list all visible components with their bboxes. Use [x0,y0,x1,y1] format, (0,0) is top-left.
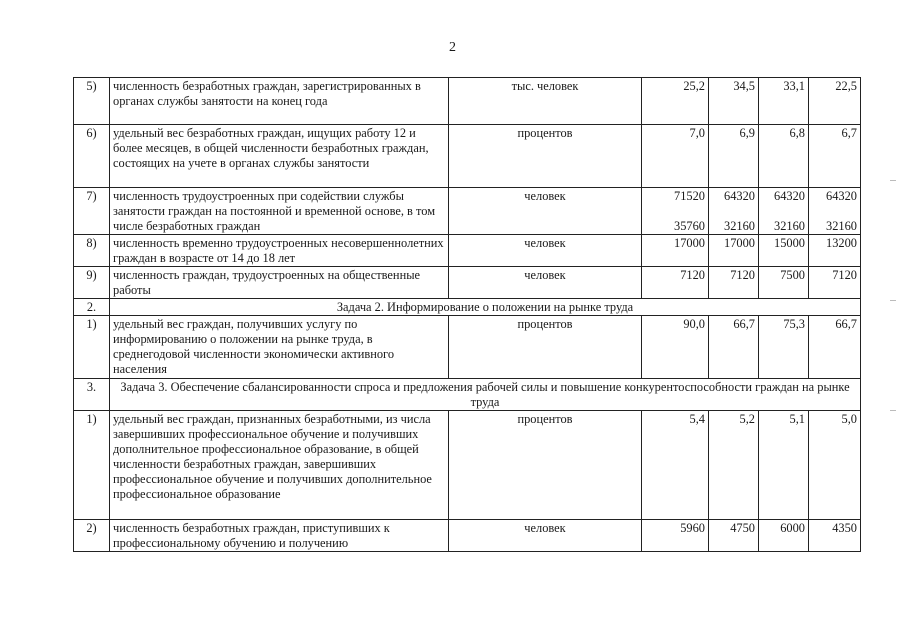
value-cell [642,188,709,235]
row-number: 1) [74,316,110,379]
unit-cell: процентов [449,316,642,379]
value-secondary: 35760 [674,219,705,233]
value-cell [709,267,759,299]
value-cell [642,316,709,379]
value-cell [709,316,759,379]
value-cell [809,520,861,552]
value: 64320 [774,189,805,203]
value: 6,9 [739,126,755,140]
row-number: 8) [74,235,110,267]
value-cell [809,411,861,520]
value: 6000 [780,521,805,535]
indicator-name: численность безработных граждан, приступивших к профессиональному обучению и получению [110,520,449,552]
indicator-name: численность безработных граждан, зарегистрированных в органах службы занятости на конец года [110,78,449,125]
table-row [74,235,861,267]
indicator-name: удельный вес граждан, признанных безработными, из числа завершивших профессиональное обучение и получивших дополнительное профессиональное образование, в общей численности безработных граждан, завершивших профессиональное обучение и получивших дополнительное профессиональное образование [110,411,449,520]
value: 90,0 [683,317,705,331]
value: 7120 [680,268,705,282]
value: 6,7 [841,126,857,140]
value: 4750 [730,521,755,535]
value-cell [709,78,759,125]
task-row [74,379,861,411]
value-cell [759,78,809,125]
unit-cell: человек [449,267,642,299]
value: 13200 [826,236,857,250]
value-cell [709,411,759,520]
unit-cell: тыс. человек [449,78,642,125]
value: 75,3 [783,317,805,331]
table-row [74,411,861,520]
unit-cell: человек [449,235,642,267]
margin-mark [890,180,896,181]
value-cell [759,235,809,267]
value-cell [809,316,861,379]
value-cell [642,78,709,125]
value: 7,0 [689,126,705,140]
indicator-name: удельный вес граждан, получивших услугу по информированию о положении на рынке труда, в среднегодовой численности экономически активного населения [110,316,449,379]
row-number: 7) [74,188,110,235]
value: 7120 [730,268,755,282]
row-number: 5) [74,78,110,125]
task-title: Задача 3. Обеспечение сбалансированности спроса и предложения рабочей силы и повышение конкурентоспособности граждан на рынке труда [110,379,861,411]
value: 71520 [674,189,705,203]
value-secondary: 32160 [724,219,755,233]
indicators-table [73,77,861,552]
value-cell [759,316,809,379]
value: 66,7 [835,317,857,331]
value: 64320 [724,189,755,203]
unit-cell: человек [449,520,642,552]
value-cell [759,188,809,235]
table-row [74,188,861,235]
value-cell [809,125,861,188]
value-cell [642,235,709,267]
table-body [74,78,861,552]
value-cell [642,267,709,299]
unit-cell: человек [449,188,642,235]
table-row [74,520,861,552]
value-cell [809,78,861,125]
table-row [74,267,861,299]
task-title: Задача 2. Информирование о положении на рынке труда [110,299,861,316]
table-row [74,125,861,188]
row-number: 6) [74,125,110,188]
value-cell [642,411,709,520]
indicator-name: численность граждан, трудоустроенных на общественные работы [110,267,449,299]
table-row [74,316,861,379]
unit-cell: процентов [449,411,642,520]
row-number: 1) [74,411,110,520]
indicator-name: численность временно трудоустроенных несовершеннолетних граждан в возрасте от 14 до 18 лет [110,235,449,267]
page-number: 2 [449,40,456,55]
indicator-name: численность трудоустроенных при содействии службы занятости граждан на постоянной и временной основе, в том числе безработных граждан [110,188,449,235]
value: 25,2 [683,79,705,93]
value: 4350 [832,521,857,535]
value: 34,5 [733,79,755,93]
margin-mark [890,410,896,411]
value-cell [809,267,861,299]
value: 17000 [724,236,755,250]
value: 5,0 [841,412,857,426]
value: 5,2 [739,412,755,426]
value-cell [642,125,709,188]
value: 66,7 [733,317,755,331]
value: 33,1 [783,79,805,93]
value-cell [709,125,759,188]
row-number: 2) [74,520,110,552]
row-number: 9) [74,267,110,299]
indicator-name: удельный вес безработных граждан, ищущих работу 12 и более месяцев, в общей численности безработных граждан, состоящих на учете в органах службы занятости [110,125,449,188]
value: 5,4 [689,412,705,426]
value-cell [759,125,809,188]
value-cell [759,520,809,552]
row-number: 3. [74,379,110,411]
value: 7500 [780,268,805,282]
value: 22,5 [835,79,857,93]
value: 7120 [832,268,857,282]
unit-cell: процентов [449,125,642,188]
value: 15000 [774,236,805,250]
value: 17000 [674,236,705,250]
value-cell [809,188,861,235]
value: 64320 [826,189,857,203]
value-cell [709,520,759,552]
value: 5960 [680,521,705,535]
value-secondary: 32160 [774,219,805,233]
value-cell [709,188,759,235]
value: 5,1 [789,412,805,426]
table-row [74,78,861,125]
value-cell [809,235,861,267]
value-secondary: 32160 [826,219,857,233]
value-cell [709,235,759,267]
task-row [74,299,861,316]
value-cell [759,267,809,299]
value: 6,8 [789,126,805,140]
row-number: 2. [74,299,110,316]
margin-mark [890,300,896,301]
value-cell [759,411,809,520]
value-cell [642,520,709,552]
